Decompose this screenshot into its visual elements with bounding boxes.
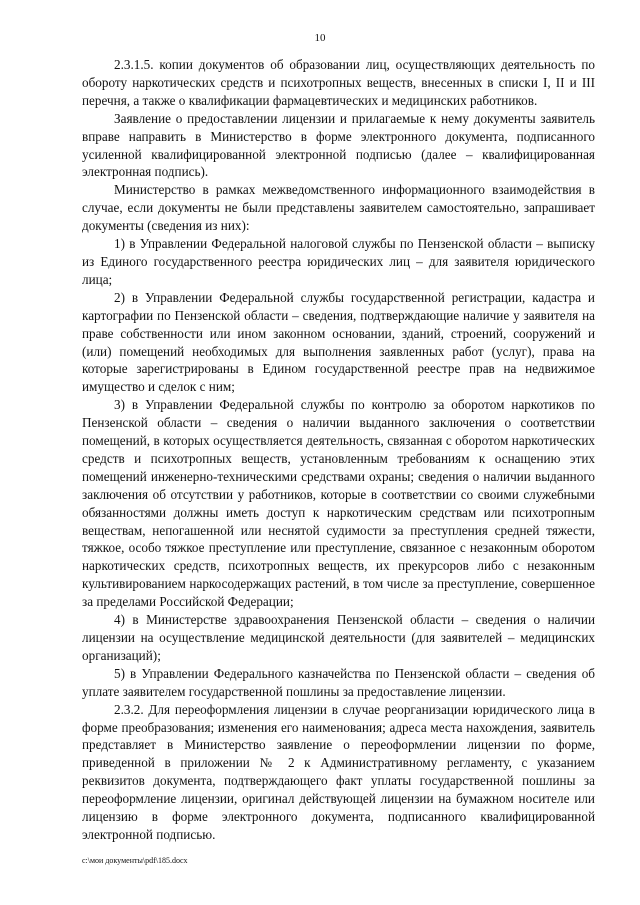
paragraph-electronic-submission: Заявление о предоставлении лицензии и прилагаемые к нему документы заявитель вправе направить в Министерство в форме электронного документа, подписанного усиленной квалифицированной электронной подписью (далее – квалифицированная электронная подпись). (82, 110, 595, 180)
list-item-3-drug-control-service: 3) в Управлении Федеральной службы по контролю за оборотом наркотиков по Пензенской области – сведения о наличии выданного заключения о соответствии помещений, в которых осуществляется деятельность, связанная с оборотом наркотических средств и психотропных веществ, установленным требованиям к оснащению этих помещений инженерно-техническими средствами охраны; сведения о наличии выданного заключения об отсутствии у работников, которые в соответствии со своими служебными обязанностями должны иметь доступ к наркотическим средствам или психотропным веществам, непогашенной или неснятой судимости за преступления средней тяжести, тяжкое, особо тяжкое преступление или преступление, связанное с незаконным оборотом наркотических средств, психотропных веществ, их прекурсоров либо с незаконным культивированием наркосодержащих растений, в том числе за преступление, совершенное за пределами Российской Федерации; (82, 397, 595, 610)
list-item-4-health-ministry: 4) в Министерстве здравоохранения Пензенской области – сведения о наличии лицензии на осуществление медицинской деятельности (для заявителей – медицинских организаций); (82, 612, 595, 663)
footer-file-path: c:\мои документы\pdf\185.docx (82, 856, 188, 865)
paragraph-2-3-2: 2.3.2. Для переоформления лицензии в случае реорганизации юридического лица в форме преобразования; изменения его наименования; адреса места нахождения, заявитель представляет в Министерство заявление о переоформлении лицензии по форме, приведенной в приложении № 2 к Административному регламенту, с указанием реквизитов документа, подтверждающего факт уплаты государственной пошлины за переоформление лицензии, оригинал действующей лицензии на бумажном носителе или лицензию в форме электронного документа, подписанного квалифицированной электронной подписью. (82, 701, 595, 842)
paragraph-interagency-request: Министерство в рамках межведомственного информационного взаимодействия в случае, если документы не были представлены заявителем самостоятельно, запрашивает документы (сведения из них): (82, 182, 595, 234)
list-item-2-registration-service: 2) в Управлении Федеральной службы государственной регистрации, кадастра и картографии по Пензенской области – сведения, подтверждающие наличие у заявителя на праве собственности или ином законном основании, зданий, строений, сооружений и (или) помещений необходимых для выполнения заявленных работ (услуг), права на которые зарегистрированы в Едином государственной реестре прав на недвижимое имущество и сделок с ним; (82, 289, 595, 395)
page-number: 10 (314, 32, 326, 44)
document-body (82, 56, 595, 844)
list-item-1-tax-service: 1) в Управлении Федеральной налоговой службы по Пензенской области – выписку из Единого государственного реестра юридических лиц – для заявителя юридического лица; (82, 236, 595, 287)
paragraph-2-3-1-5: 2.3.1.5. копии документов об образовании лиц, осуществляющих деятельность по обороту наркотических средств и психотропных веществ, внесенных в списки I, II и III перечня, а также о квалификации фармацевтических и медицинских работников. (82, 57, 595, 108)
list-item-5-treasury: 5) в Управлении Федерального казначейства по Пензенской области – сведения об уплате заявителем государственной пошлины за предоставление лицензии. (82, 665, 595, 699)
